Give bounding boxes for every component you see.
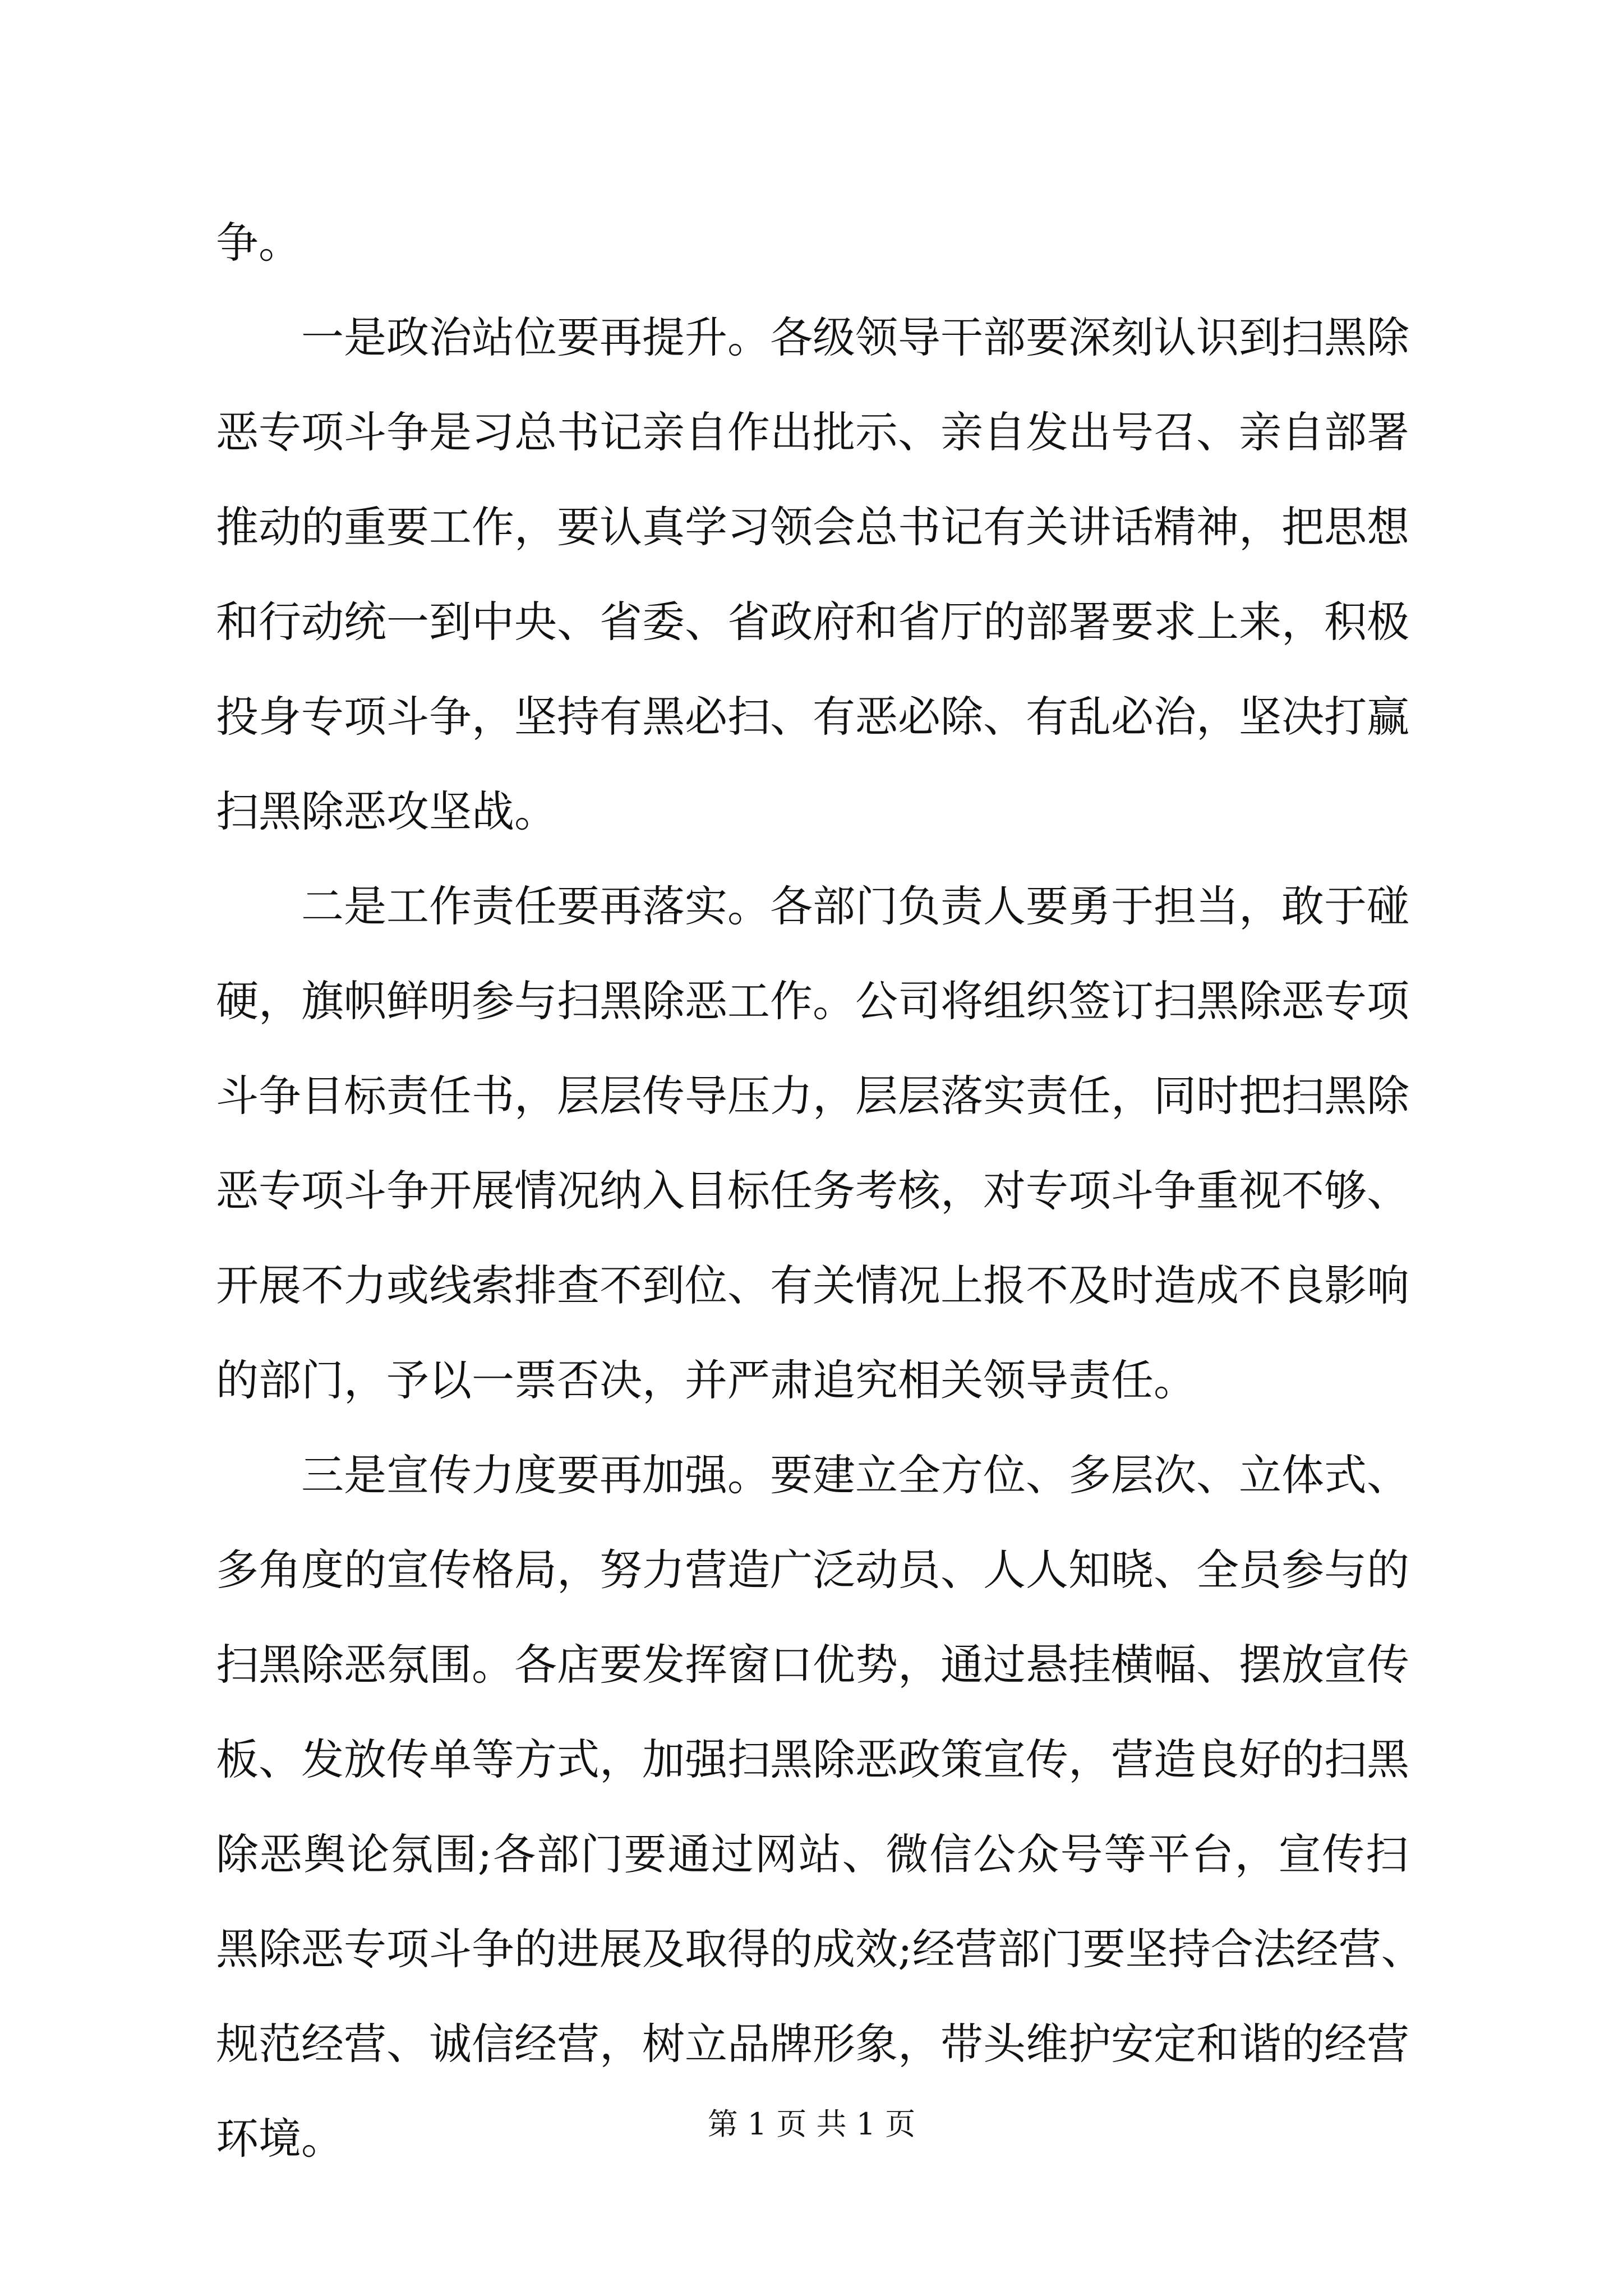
text-line: 除恶舆论氛围;各部门要通过网站、微信公众号等平台，宣传扫 <box>216 1829 1408 1879</box>
text-line: 黑除恶专项斗争的进展及取得的成效;经营部门要坚持合法经营、 <box>216 1924 1424 1974</box>
text-line: 三是宣传力度要再加强。要建立全方位、多层次、立体式、 <box>301 1450 1409 1500</box>
text-line: 的部门，予以一票否决，并严肃追究相关领导责任。 <box>216 1355 1196 1405</box>
text-line: 推动的重要工作，要认真学习领会总书记有关讲话精神，把思想 <box>216 502 1409 552</box>
text-line: 多角度的宣传格局，努力营造广泛动员、人人知晓、全员参与的 <box>216 1545 1409 1595</box>
text-line: 和行动统一到中央、省委、省政府和省厅的部署要求上来，积极 <box>216 597 1409 647</box>
text-line: 环境。 <box>216 2114 344 2164</box>
text-line: 扫黑除恶氛围。各店要发挥窗口优势，通过悬挂横幅、摆放宣传 <box>216 1640 1409 1690</box>
document-body <box>216 195 1424 2186</box>
text-line: 板、发放传单等方式，加强扫黑除恶政策宣传，营造良好的扫黑 <box>216 1734 1409 1784</box>
text-line: 扫黑除恶攻坚战。 <box>216 786 557 836</box>
text-line: 投身专项斗争，坚持有黑必扫、有恶必除、有乱必治，坚决打赢 <box>216 692 1409 742</box>
page-footer: 第 1 页 共 1 页 <box>707 2106 916 2142</box>
text-line: 开展不力或线索排查不到位、有关情况上报不及时造成不良影响 <box>216 1260 1409 1310</box>
text-line: 硬，旗帜鲜明参与扫黑除恶工作。公司将组织签订扫黑除恶专项 <box>216 976 1409 1026</box>
text-line: 一是政治站位要再提升。各级领导干部要深刻认识到扫黑除 <box>301 312 1409 362</box>
text-line: 恶专项斗争开展情况纳入目标任务考核，对专项斗争重视不够、 <box>216 1166 1409 1216</box>
text-line: 争。 <box>216 218 301 268</box>
text-line: 规范经营、诚信经营，树立品牌形象，带头维护安定和谐的经营 <box>216 2019 1409 2069</box>
text-line: 斗争目标责任书，层层传导压力，层层落实责任，同时把扫黑除 <box>216 1071 1409 1121</box>
text-line: 二是工作责任要再落实。各部门负责人要勇于担当，敢于碰 <box>301 881 1409 931</box>
text-line: 恶专项斗争是习总书记亲自作出批示、亲自发出号召、亲自部署 <box>216 407 1409 457</box>
